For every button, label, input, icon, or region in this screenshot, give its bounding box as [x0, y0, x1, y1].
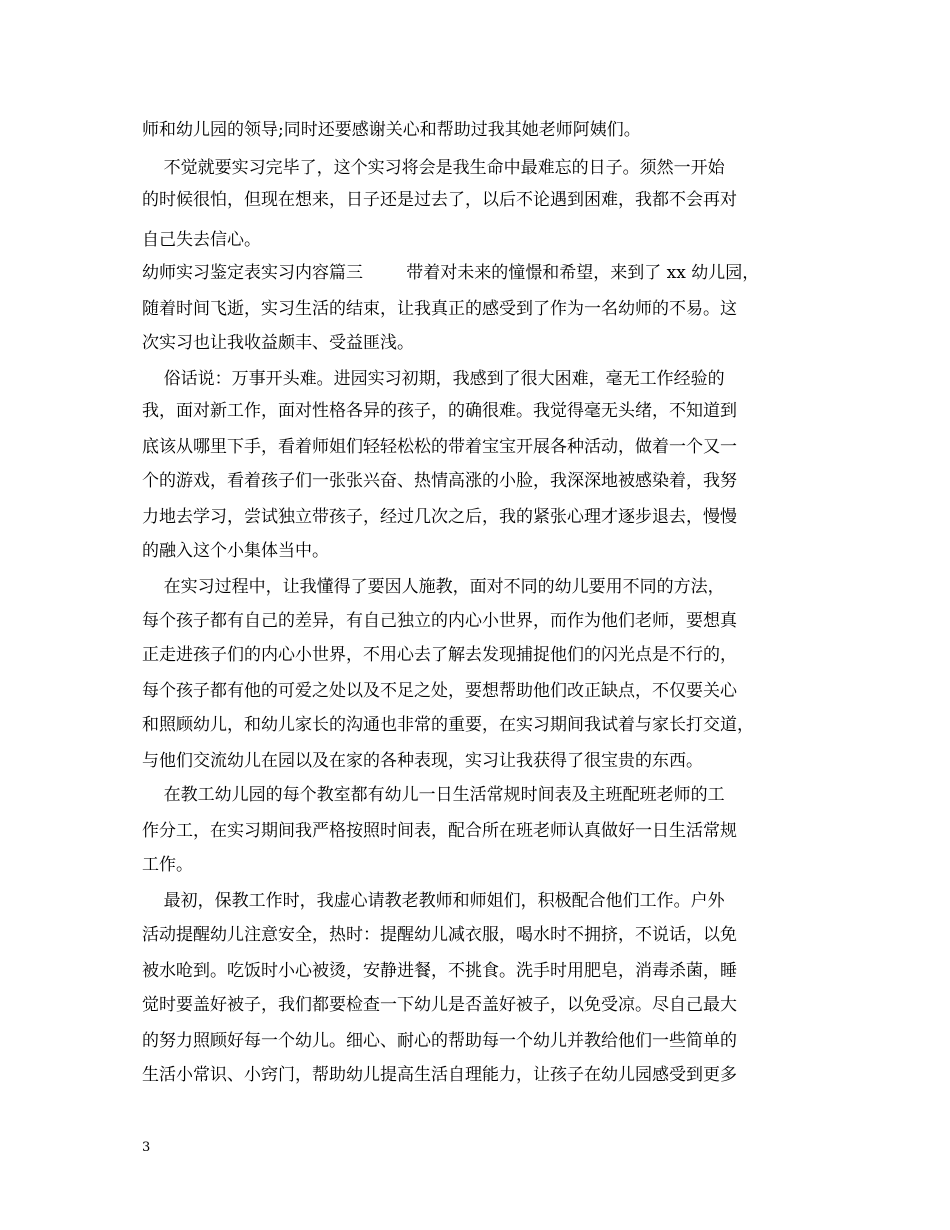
text-line: 活动提醒幼儿注意安全，热时：提醒幼儿减衣服，喝水时不拥挤，不说话，以免: [142, 925, 737, 945]
text-line: 自己失去信心。: [142, 230, 261, 250]
text-line: 每个孩子都有他的可爱之处以及不足之处，要想帮助他们改正缺点，不仅要关心: [142, 681, 737, 701]
text-line: 底该从哪里下手，看着师姐们轻轻松松的带着宝宝开展各种活动，做着一个又一: [142, 437, 737, 457]
text-line: 的努力照顾好每一个幼儿。细心、耐心的帮助每一个幼儿并教给他们一些简单的: [142, 1031, 737, 1051]
text-line: 在实习过程中，让我懂得了要因人施教，面对不同的幼儿要用不同的方法，: [142, 577, 725, 597]
text-line: 随着时间飞逝，实习生活的结束，让我真正的感受到了作为一名幼师的不易。这: [142, 299, 737, 319]
page-number: 3: [142, 1140, 151, 1155]
text-line: 力地去学习，尝试独立带孩子，经过几次之后，我的紧张心理才逐步退去，慢慢: [142, 507, 737, 527]
text-line: 生活小常识、小窍门，帮助幼儿提高生活自理能力，让孩子在幼儿园感受到更多: [142, 1065, 737, 1085]
text-line: 每个孩子都有自己的差异，有自己独立的内心小世界，而作为他们老师，要想真: [142, 611, 737, 631]
text-line: 在教工幼儿园的每个教室都有幼儿一日生活常规时间表及主班配班老师的工: [142, 785, 725, 805]
text-line: 个的游戏，看着孩子们一张张兴奋、热情高涨的小脸，我深深地被感染着，我努: [142, 471, 737, 491]
text-line: 幼师实习鉴定表实习内容篇三 带着对未来的憧憬和希望，来到了 xx 幼儿园，: [142, 263, 760, 283]
text-line: 正走进孩子们的内心小世界，不用心去了解去发现捕捉他们的闪光点是不行的，: [142, 645, 737, 665]
text-line: 不觉就要实习完毕了，这个实习将会是我生命中最难忘的日子。须然一开始: [142, 158, 725, 178]
text-line: 作分工，在实习期间我严格按照时间表，配合所在班老师认真做好一日生活常规: [142, 821, 737, 841]
text-line: 与他们交流幼儿在园以及在家的各种表现，实习让我获得了很宝贵的东西。: [142, 751, 703, 771]
text-line: 我，面对新工作，面对性格各异的孩子，的确很难。我觉得毫无头绪，不知道到: [142, 401, 737, 421]
text-line: 被水呛到。吃饭时小心被烫，安静进餐，不挑食。洗手时用肥皂，消毒杀菌，睡: [142, 961, 737, 981]
text-line: 的融入这个小集体当中。: [142, 541, 329, 561]
text-line: 次实习也让我收益颇丰、受益匪浅。: [142, 333, 414, 353]
text-line: 的时候很怕，但现在想来，日子还是过去了，以后不论遇到困难，我都不会再对: [142, 190, 737, 210]
text-line: 工作。: [142, 855, 193, 875]
text-line: 俗话说：万事开头难。进园实习初期，我感到了很大困难，毫无工作经验的: [142, 369, 725, 389]
text-line: 觉时要盖好被子，我们都要检查一下幼儿是否盖好被子，以免受凉。尽自己最大: [142, 995, 737, 1015]
text-line: 最初，保教工作时，我虚心请教老教师和师姐们，积极配合他们工作。户外: [142, 891, 725, 911]
text-line: 和照顾幼儿，和幼儿家长的沟通也非常的重要，在实习期间我试着与家长打交道，: [142, 715, 754, 735]
text-line: 师和幼儿园的领导;同时还要感谢关心和帮助过我其她老师阿姨们。: [142, 120, 641, 140]
